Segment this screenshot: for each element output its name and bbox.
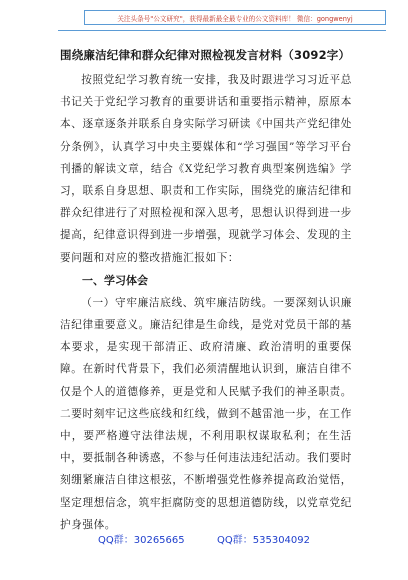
- body-paragraph: （一）守牢廉洁底线、筑牢廉洁防线。一要深刻认识廉洁纪律重要意义。廉洁纪律是生命线，是党对党员干部的基本要求，是实现干部清正、政府清廉、政治清明的重要保障。在新时代背景下，我们必须清醒地认识到，廉洁自律不仅是个人的道德修养，更是党和人民赋予我们的神圣职责。二要时刻牢记这些底线和红线，做到不越雷池一步，在工作中，要严格遵守法律法规，不利用职权谋取私利；在生活中，要抵制各种诱惑，不参与任何违法违纪活动。我们要时刻绷紧廉洁自律这根弦，不断增强党性修养提高政治觉悟，坚定理想信念，筑牢拒腐防变的思想道德防线，以党章党纪护身强体。: [60, 296, 352, 531]
- section-heading: 一、学习体会: [82, 273, 148, 287]
- header-divider: [58, 30, 386, 31]
- footer-qq-group-2: QQ群：535304092: [217, 535, 311, 546]
- header-banner: [84, 10, 386, 25]
- document-body: [60, 48, 352, 536]
- footer-contact: [0, 531, 408, 546]
- header-banner-text: 关注头条号"公文研究"，获得最新最全最专业的公文资料库！ 微信：gongwenyj: [117, 14, 353, 23]
- document-title: 围绕廉洁纪律和群众纪律对照检视发言材料（3092字）: [60, 48, 351, 62]
- footer-qq-group-1: QQ群：30265665: [97, 535, 185, 546]
- intro-paragraph: 按照党纪学习教育统一安排，我及时跟进学习习近平总书记关于党纪学习教育的重要讲话和重要指示精神，原原本本、逐章逐条并联系自身实际学习研读《中国共产党纪律处分条例》，认真学习中央主要媒体和“学习强国”等学习平台刊播的解读文章，结合《X党纪学习教育典型案例选编》学习，联系自身思想、职责和工作实际，围绕党的廉洁纪律和群众纪律进行了对照检视和深入思考，思想认识得到进一步提高，纪律意识得到进一步增强，现就学习体会、发现的主要问题和对应的整改措施汇报如下：: [60, 74, 352, 264]
